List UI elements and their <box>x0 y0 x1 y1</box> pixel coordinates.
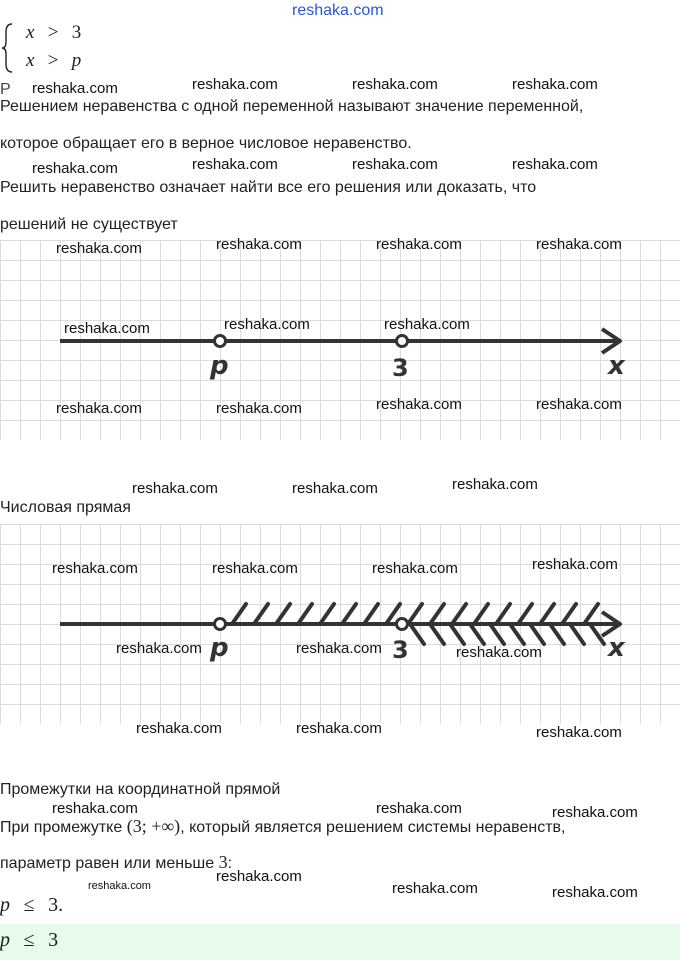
watermark: reshaka.com <box>456 644 542 661</box>
label-p: p <box>210 351 229 381</box>
watermark: reshaka.com <box>532 556 618 573</box>
watermark: reshaka.com <box>192 76 278 93</box>
hatch-stroke <box>490 624 504 644</box>
hatch-stroke <box>408 604 422 624</box>
watermark: reshaka.com <box>88 880 151 892</box>
open-point-3 <box>397 336 408 347</box>
watermark: reshaka.com <box>372 560 458 577</box>
watermark: reshaka.com <box>384 316 470 333</box>
watermark: reshaka.com <box>136 720 222 737</box>
interval-notation: (3; +∞) <box>126 816 181 836</box>
watermark: reshaka.com <box>512 76 598 93</box>
watermark: reshaka.com <box>56 240 142 257</box>
hatching-x-greater-p <box>232 604 598 624</box>
definition-1-line-2: которое обращает его в верное числовое неравенство. <box>0 135 412 152</box>
watermark: reshaka.com <box>512 156 598 173</box>
watermark: reshaka.com <box>52 560 138 577</box>
label-3: 3 <box>392 354 409 382</box>
watermark: reshaka.com <box>296 640 382 657</box>
number-line-figure-2 <box>0 524 680 724</box>
hatch-stroke <box>518 604 532 624</box>
system-line-2: x > p <box>26 50 82 71</box>
hatch-stroke <box>530 624 544 644</box>
hatch-stroke <box>298 604 312 624</box>
answer-inequality: p ≤ 3 <box>0 929 59 951</box>
watermark: reshaka.com <box>32 160 118 177</box>
caption-number-line: Числовая прямая <box>0 499 131 516</box>
hatching-x-greater-3 <box>410 624 604 644</box>
hatch-stroke <box>570 624 584 644</box>
hatch-stroke <box>452 604 466 624</box>
inequality-system <box>0 20 200 76</box>
result-inequality: p ≤ 3. <box>0 894 64 916</box>
watermark-top: reshaka.com <box>292 2 384 19</box>
number-line-2 <box>0 524 680 724</box>
cut-text-fragment: Р <box>0 81 11 98</box>
label-3: 3 <box>392 636 409 664</box>
hatch-stroke <box>474 604 488 624</box>
definition-2-line-1: Решить неравенство означает найти все его решения или доказать, что <box>0 179 537 196</box>
watermark: reshaka.com <box>536 236 622 253</box>
system-line-1: x > 3 <box>26 22 82 43</box>
definition-1-line-1: Решением неравенства с одной переменной называют значение переменной, <box>0 98 584 115</box>
caption-intervals: Промежутки на координатной прямой <box>0 781 281 798</box>
hatch-stroke <box>430 624 444 644</box>
axis-label-x: x <box>608 633 625 663</box>
watermark: reshaka.com <box>216 236 302 253</box>
watermark: reshaka.com <box>52 800 138 817</box>
hatch-stroke <box>410 624 424 644</box>
open-point-p <box>215 619 226 630</box>
watermark: reshaka.com <box>224 316 310 333</box>
hatch-stroke <box>232 604 246 624</box>
hatch-stroke <box>510 624 524 644</box>
open-point-p <box>215 336 226 347</box>
watermark: reshaka.com <box>56 400 142 417</box>
watermark: reshaka.com <box>552 804 638 821</box>
watermark: reshaka.com <box>376 236 462 253</box>
hatch-stroke <box>470 624 484 644</box>
hatch-stroke <box>320 604 334 624</box>
conclusion-line-1: При промежутке (3; +∞), который является решением системы неравенств, <box>0 816 566 836</box>
watermark: reshaka.com <box>536 724 622 741</box>
left-brace-icon <box>0 22 16 74</box>
hatch-stroke <box>562 604 576 624</box>
hatch-stroke <box>364 604 378 624</box>
watermark: reshaka.com <box>132 480 218 497</box>
watermark: reshaka.com <box>32 80 118 97</box>
watermark: reshaka.com <box>452 476 538 493</box>
hatch-stroke <box>550 624 564 644</box>
watermark: reshaka.com <box>376 396 462 413</box>
hatch-stroke <box>584 604 598 624</box>
watermark: reshaka.com <box>116 640 202 657</box>
watermark: reshaka.com <box>352 76 438 93</box>
watermark: reshaka.com <box>352 156 438 173</box>
hatch-stroke <box>276 604 290 624</box>
watermark: reshaka.com <box>376 800 462 817</box>
hatch-stroke <box>540 604 554 624</box>
watermark: reshaka.com <box>216 868 302 885</box>
conclusion-line-2: параметр равен или меньше 3: <box>0 852 233 872</box>
watermark: reshaka.com <box>192 156 278 173</box>
hatch-stroke <box>342 604 356 624</box>
watermark: reshaka.com <box>296 720 382 737</box>
watermark: reshaka.com <box>536 396 622 413</box>
hatch-stroke <box>254 604 268 624</box>
watermark: reshaka.com <box>64 320 150 337</box>
definition-2-line-2: решений не существует <box>0 216 178 233</box>
watermark: reshaka.com <box>212 560 298 577</box>
watermark: reshaka.com <box>552 884 638 901</box>
watermark: reshaka.com <box>216 400 302 417</box>
answer-box <box>0 924 680 960</box>
watermark: reshaka.com <box>392 880 478 897</box>
hatch-stroke <box>496 604 510 624</box>
open-point-3 <box>397 619 408 630</box>
watermark: reshaka.com <box>292 480 378 497</box>
hatch-stroke <box>430 604 444 624</box>
axis-label-x: x <box>608 351 625 381</box>
label-p: p <box>210 633 229 663</box>
hatch-stroke <box>450 624 464 644</box>
